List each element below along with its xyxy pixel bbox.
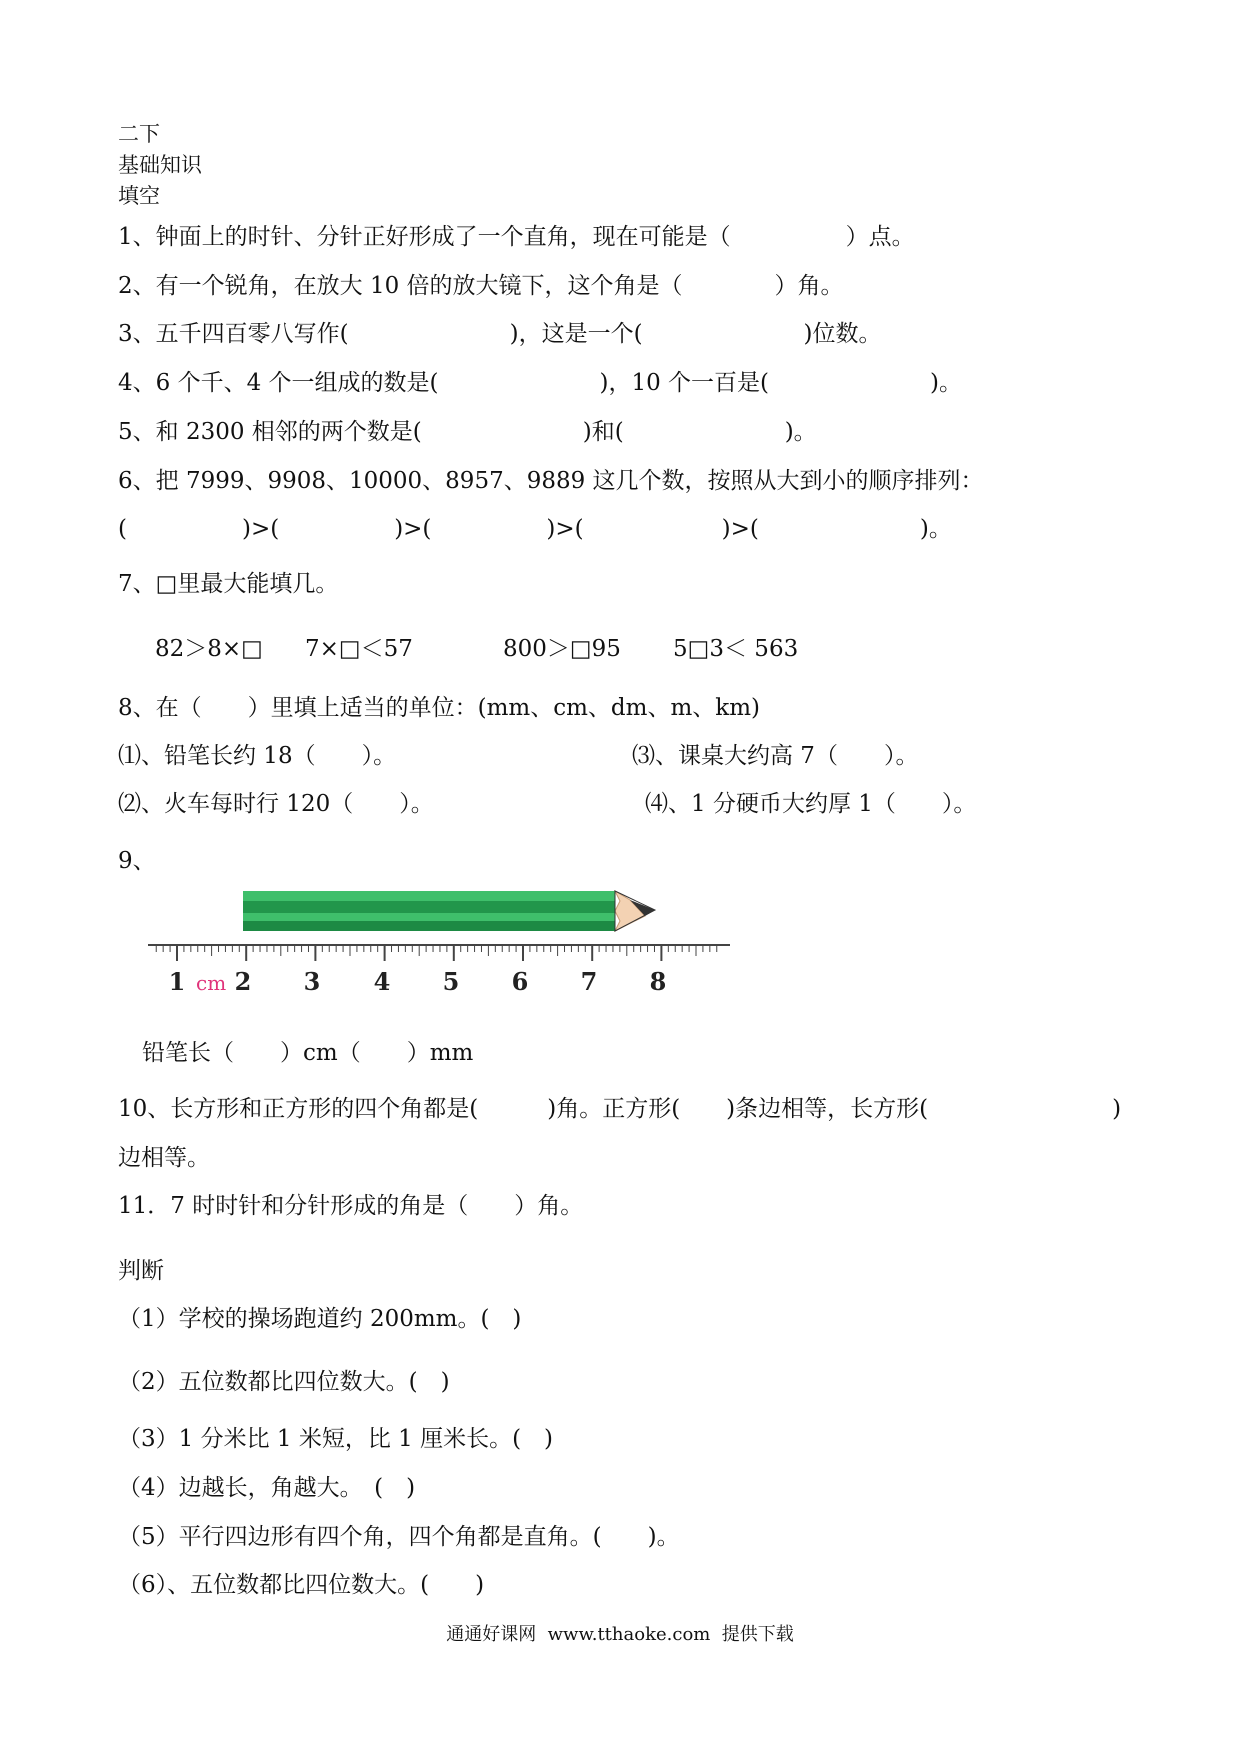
judge-item-2: （2）五位数都比四位数大。( ) bbox=[118, 1369, 450, 1395]
ruler-ticks bbox=[156, 945, 717, 961]
pencil-stripe-bottom bbox=[243, 913, 615, 921]
question-6: 6、把 7999、9908、10000、8957、9889 这几个数，按照从大到小的顺序排列： bbox=[118, 468, 984, 494]
q7-item-2: 7×□＜57 bbox=[305, 636, 413, 662]
question-2: 2、有一个锐角，在放大 10 倍的放大镜下，这个角是（ ）角。 bbox=[118, 273, 844, 299]
question-9: 9、 bbox=[118, 848, 156, 874]
question-8: 8、在（ ）里填上适当的单位：(mm、cm、dm、m、km) bbox=[118, 695, 760, 721]
judge-item-3: （3）1 分米比 1 米短，比 1 厘米长。( ) bbox=[118, 1426, 554, 1452]
footer-source: 通通好课网 www.tthaoke.com 提供下载 bbox=[446, 1624, 794, 1645]
question-1: 1、钟面上的时针、分针正好形成了一个直角，现在可能是（ ）点。 bbox=[118, 224, 915, 250]
question-3: 3、五千四百零八写作( )，这是一个( )位数。 bbox=[118, 321, 882, 347]
question-5: 5、和 2300 相邻的两个数是( )和( )。 bbox=[118, 419, 817, 445]
q7-item-4: 5□3＜ 563 bbox=[673, 636, 799, 662]
q8-part-1: ⑴、铅笔长约 18（ ）。 bbox=[118, 743, 397, 769]
ruler-pencil-figure bbox=[140, 890, 740, 1020]
question-10-continued: 边相等。 bbox=[118, 1145, 210, 1171]
ruler-number-8: 8 bbox=[649, 967, 667, 996]
section-title: 基础知识 bbox=[118, 153, 202, 177]
q8-part-4: ⑷、1 分硬币大约厚 1（ ）。 bbox=[645, 791, 977, 817]
question-10: 10、长方形和正方形的四个角都是( )角。正方形( )条边相等，长方形( ) bbox=[118, 1096, 1122, 1122]
pencil-stripe-base bbox=[243, 921, 615, 931]
q8-part-2: ⑵、火车每时行 120（ ）。 bbox=[118, 791, 434, 817]
ruler-number-1: 1 bbox=[168, 967, 186, 996]
ruler-number-2: 2 bbox=[234, 967, 252, 996]
judge-title: 判断 bbox=[118, 1258, 164, 1284]
subsection-title: 填空 bbox=[118, 184, 160, 208]
q9-answer: 铅笔长（ ）cm（ ）mm bbox=[142, 1040, 474, 1066]
ruler-number-5: 5 bbox=[442, 967, 460, 996]
pencil-stripe-middle bbox=[243, 901, 615, 913]
pencil-stripe-top bbox=[243, 891, 615, 901]
judge-item-1: （1）学校的操场跑道约 200mm。( ) bbox=[118, 1306, 522, 1332]
ruler-number-4: 4 bbox=[373, 967, 391, 996]
question-6-blanks: ( )>( )>( )>( )>( )。 bbox=[118, 516, 952, 542]
question-7: 7、□里最大能填几。 bbox=[118, 571, 339, 597]
ruler-number-7: 7 bbox=[580, 967, 598, 996]
judge-item-6: （6）、五位数都比四位数大。( ) bbox=[118, 1572, 485, 1598]
judge-item-5: （5）平行四边形有四个角，四个角都是直角。( )。 bbox=[118, 1524, 680, 1550]
ruler-number-3: 3 bbox=[303, 967, 321, 996]
judge-item-4: （4）边越长，角越大。 ( ) bbox=[118, 1475, 416, 1501]
question-11: 11．7 时时针和分针形成的角是（ ）角。 bbox=[118, 1193, 584, 1219]
ruler-number-6: 6 bbox=[511, 967, 529, 996]
grade-label: 二下 bbox=[118, 122, 160, 146]
q7-item-3: 800＞□95 bbox=[503, 636, 621, 662]
q7-item-1: 82＞8×□ bbox=[155, 636, 263, 662]
question-4: 4、6 个千、4 个一组成的数是( )，10 个一百是( )。 bbox=[118, 370, 962, 396]
ruler-unit-label: cm bbox=[196, 971, 227, 995]
q8-part-3: ⑶、课桌大约高 7（ ）。 bbox=[632, 743, 919, 769]
